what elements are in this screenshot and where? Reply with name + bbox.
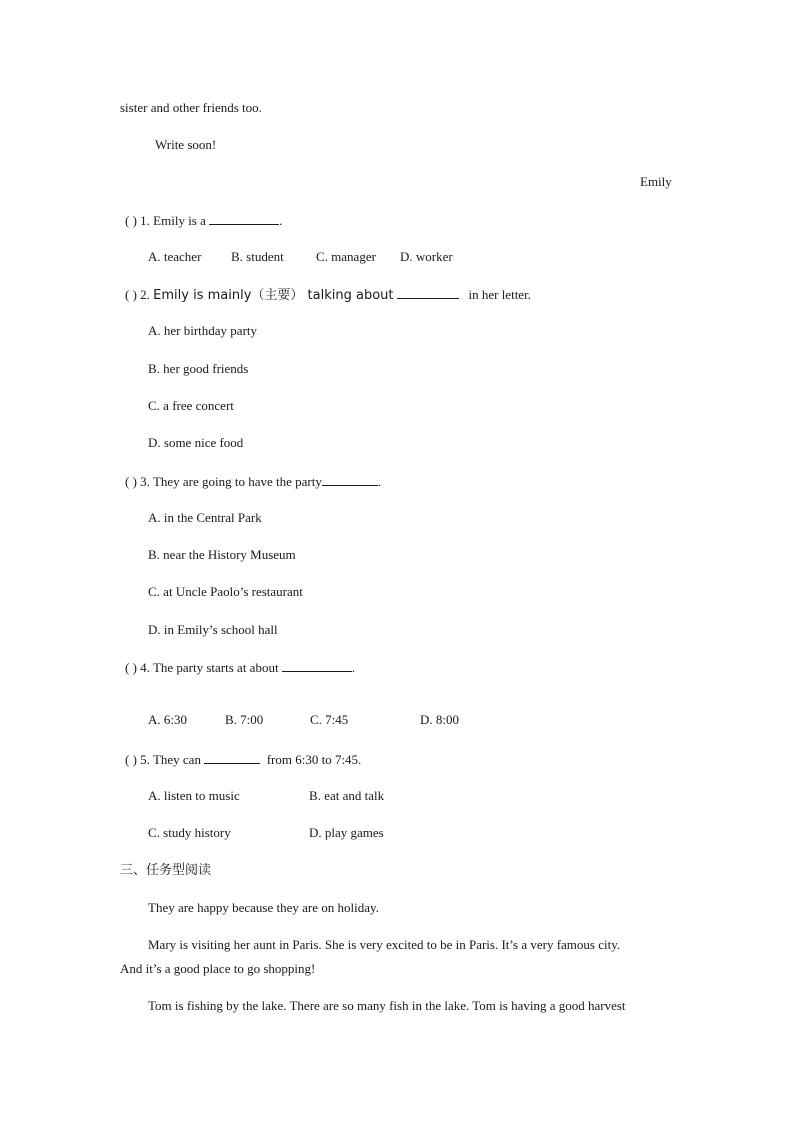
question-2-stem <box>125 286 531 304</box>
question-5-stem <box>125 751 361 768</box>
answer-paren[interactable]: ( ) <box>125 474 137 489</box>
question-4-option-d[interactable]: D. 8:00 <box>420 712 459 727</box>
letter-closing-line: sister and other friends too. <box>120 100 262 115</box>
question-5-option-d[interactable]: D. play games <box>309 825 384 840</box>
question-5-option-b[interactable]: B. eat and talk <box>309 788 385 803</box>
answer-paren[interactable]: ( ) <box>125 660 137 675</box>
question-number: 1. <box>140 213 150 228</box>
question-1-option-a[interactable]: A. teacher <box>148 249 202 264</box>
question-text: The party starts at about <box>152 660 279 675</box>
section-3-paragraph-2-line-2: And it’s a good place to go shopping! <box>120 961 316 976</box>
question-text-after: from 6:30 to 7:45. <box>266 752 362 767</box>
question-3-option-c[interactable]: C. at Uncle Paolo’s restaurant <box>148 584 303 599</box>
question-4-option-b[interactable]: B. 7:00 <box>225 712 264 727</box>
answer-paren[interactable]: ( ) <box>125 213 137 228</box>
question-1-option-c[interactable]: C. manager <box>316 249 376 264</box>
question-5-option-a[interactable]: A. listen to music <box>148 788 240 803</box>
question-text-after: . <box>377 474 382 489</box>
question-5-option-c[interactable]: C. study history <box>148 825 231 840</box>
question-1-option-b[interactable]: B. student <box>231 249 284 264</box>
question-2-option-a[interactable]: A. her birthday party <box>148 323 258 338</box>
question-2-option-c[interactable]: C. a free concert <box>148 398 234 413</box>
question-text: They can <box>152 752 201 767</box>
question-3-option-b[interactable]: B. near the History Museum <box>148 547 296 562</box>
question-number: 4. <box>140 660 150 675</box>
answer-blank[interactable] <box>397 286 459 299</box>
question-number: 3. <box>140 474 150 489</box>
question-1-option-d[interactable]: D. worker <box>400 249 453 264</box>
question-3-option-d[interactable]: D. in Emily’s school hall <box>148 622 278 637</box>
answer-paren[interactable]: ( ) <box>125 287 137 302</box>
letter-signature: Emily <box>640 174 672 189</box>
question-3-stem <box>125 473 381 490</box>
question-3-option-a[interactable]: A. in the Central Park <box>148 510 262 525</box>
question-4-option-c[interactable]: C. 7:45 <box>310 712 349 727</box>
answer-blank[interactable] <box>322 473 378 486</box>
question-text: They are going to have the party <box>152 474 322 489</box>
section-3-paragraph-1: They are happy because they are on holiday. <box>148 900 379 915</box>
question-number: 5. <box>140 752 150 767</box>
letter-write-soon: Write soon! <box>155 137 217 152</box>
question-4-stem <box>125 659 355 676</box>
answer-blank[interactable] <box>209 212 279 225</box>
answer-paren[interactable]: ( ) <box>125 752 137 767</box>
answer-blank[interactable] <box>204 751 260 764</box>
answer-blank[interactable] <box>282 659 352 672</box>
question-text: Emily is mainly（主要） talking about <box>153 288 394 303</box>
question-1-stem <box>125 212 282 229</box>
section-3-paragraph-3-line-1: Tom is fishing by the lake. There are so many fish in the lake. Tom is having a good harvest <box>148 998 626 1013</box>
question-text-after: . <box>351 660 356 675</box>
question-2-option-b[interactable]: B. her good friends <box>148 361 249 376</box>
question-text-after: in her letter. <box>468 287 531 302</box>
question-number: 2. <box>140 287 150 302</box>
question-text-after: . <box>279 213 283 228</box>
section-3-heading: 三、任务型阅读 <box>120 863 212 878</box>
question-2-option-d[interactable]: D. some nice food <box>148 435 244 450</box>
question-4-option-a[interactable]: A. 6:30 <box>148 712 187 727</box>
question-text: Emily is a <box>153 213 206 228</box>
section-3-paragraph-2-line-1: Mary is visiting her aunt in Paris. She is very excited to be in Paris. It’s a very famous city. <box>148 937 621 952</box>
